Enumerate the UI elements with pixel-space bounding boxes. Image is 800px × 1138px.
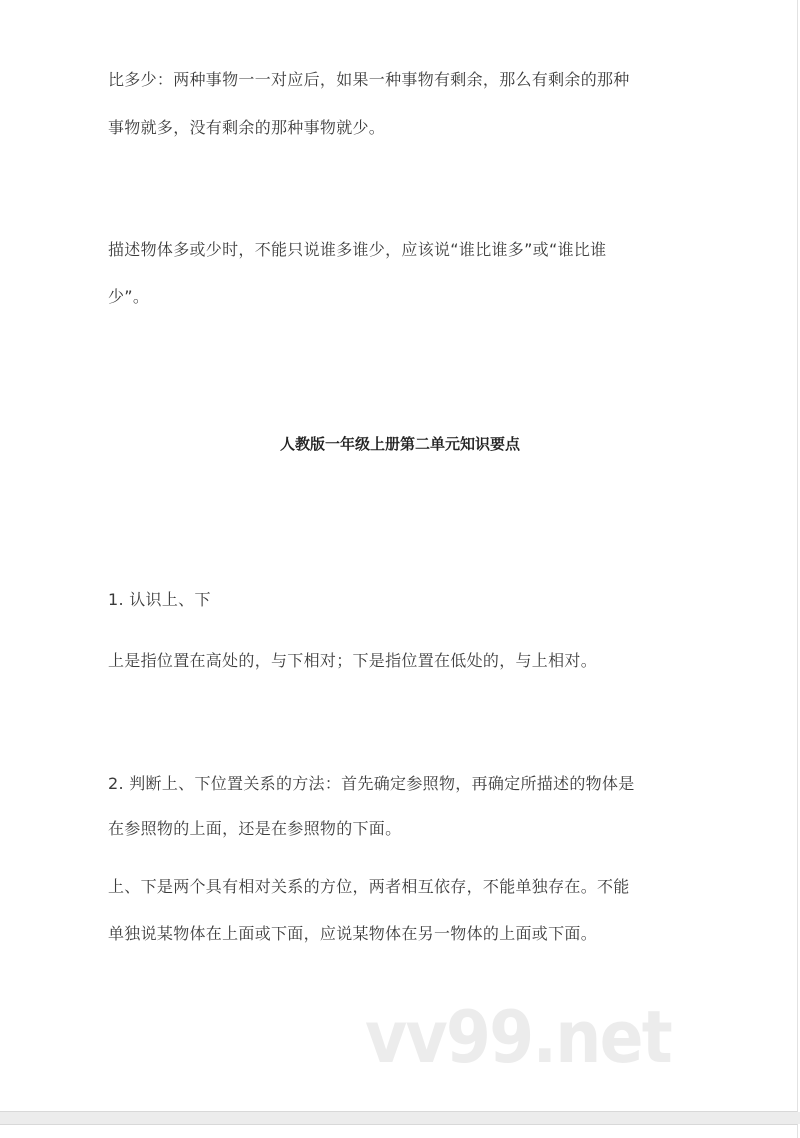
- paragraph-line: 少”。: [108, 287, 150, 306]
- section-heading: 1. 认识上、下: [108, 590, 211, 609]
- watermark: vv99.net: [365, 995, 671, 1079]
- paragraph-line: 上是指位置在高处的，与下相对；下是指位置在低处的，与上相对。: [108, 651, 598, 670]
- paragraph-line: 事物就多，没有剩余的那种事物就少。: [108, 118, 386, 137]
- next-page: [0, 1124, 798, 1138]
- paragraph-line: 比多少：两种事物一一对应后，如果一种事物有剩余，那么有剩余的那种: [108, 70, 630, 89]
- paragraph-line: 单独说某物体在上面或下面，应说某物体在另一物体的上面或下面。: [108, 924, 598, 943]
- section-title: 人教版一年级上册第二单元知识要点: [279, 435, 520, 453]
- section-heading: 2. 判断上、下位置关系的方法：首先确定参照物，再确定所描述的物体是: [108, 774, 635, 793]
- paragraph-line: 上、下是两个具有相对关系的方位，两者相互依存，不能单独存在。不能: [108, 877, 630, 896]
- page-separator: [0, 1112, 800, 1124]
- paragraph-line: 描述物体多或少时，不能只说谁多谁少，应该说“谁比谁多”或“谁比谁: [108, 240, 607, 259]
- paragraph-line: 在参照物的上面，还是在参照物的下面。: [108, 819, 402, 838]
